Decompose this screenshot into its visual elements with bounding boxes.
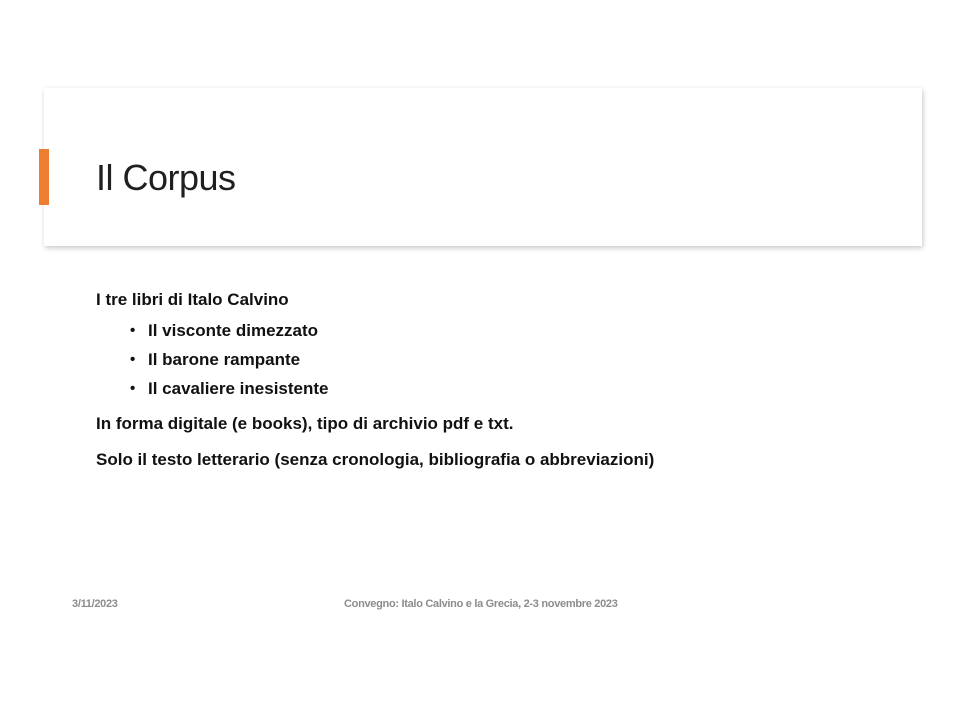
list-item [130,316,916,345]
title-accent-bar [39,149,49,205]
bullet-icon: • [130,322,136,339]
slide-body [96,288,916,475]
intro-text: I tre libri di Italo Calvino [96,290,289,309]
list-item [130,345,916,374]
book-list [130,316,916,403]
book-title: Il visconte dimezzato [148,321,319,340]
footer-conference: Convegno: Italo Calvino e la Grecia, 2-3 novembre 2023 [344,598,618,610]
slide-title: Il Corpus [96,157,236,198]
scope-text: Solo il testo letterario (senza cronologia, bibliografia o abbreviazioni) [96,450,655,469]
book-title: Il cavaliere inesistente [148,379,329,398]
footer-date: 3/11/2023 [72,598,118,610]
bullet-icon: • [130,380,136,397]
format-text: In forma digitale (e books), tipo di archivio pdf e txt. [96,414,514,433]
book-title: Il barone rampante [148,350,301,369]
list-item [130,374,916,403]
bullet-icon: • [130,351,136,368]
